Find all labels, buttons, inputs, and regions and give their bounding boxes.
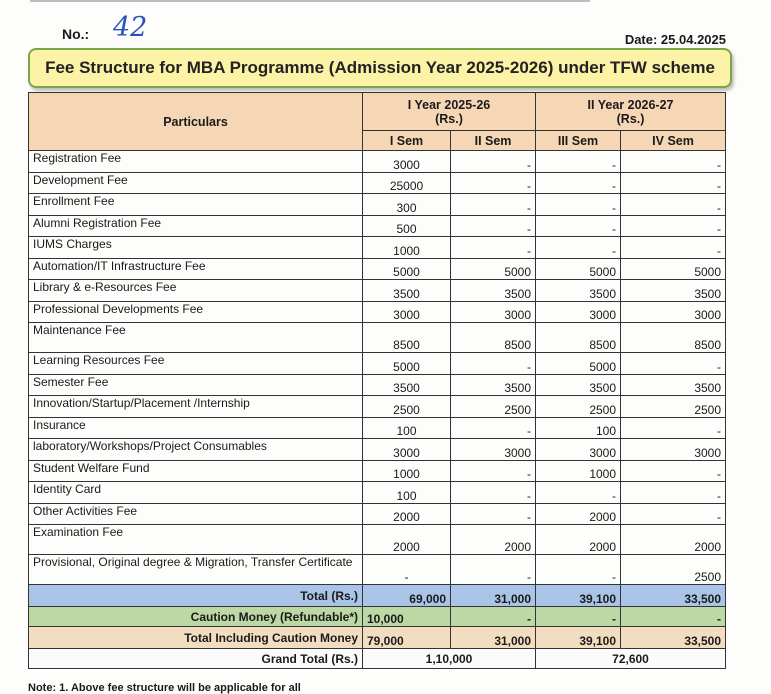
total-value: 31,000 — [451, 585, 536, 607]
fee-value: 3000 — [536, 439, 621, 461]
document-title: Fee Structure for MBA Programme (Admission Year 2025-2026) under TFW scheme — [28, 48, 732, 88]
fee-row — [29, 151, 726, 173]
fee-value: 2000 — [363, 503, 451, 525]
fee-row — [29, 460, 726, 482]
fee-row — [29, 374, 726, 396]
sem-header: II Sem — [451, 131, 536, 151]
fee-value: 3500 — [536, 374, 621, 396]
year2-header: II Year 2026-27 (Rs.) — [536, 93, 726, 131]
top-rule — [30, 0, 590, 2]
fee-value: 8500 — [451, 323, 536, 353]
fee-row — [29, 301, 726, 323]
fee-value: 2000 — [451, 525, 536, 555]
fee-value: - — [621, 503, 726, 525]
number-label: No.: — [62, 26, 90, 42]
fee-row — [29, 417, 726, 439]
caution-label: Caution Money (Refundable*) — [29, 607, 363, 627]
total-value: 69,000 — [363, 585, 451, 607]
fee-value: - — [451, 555, 536, 585]
fee-value: - — [621, 151, 726, 173]
caution-value: 10,000 — [363, 607, 451, 627]
fee-value: 300 — [363, 194, 451, 216]
fee-value: 100 — [536, 417, 621, 439]
fee-value: - — [536, 172, 621, 194]
fee-row — [29, 525, 726, 555]
fee-value: - — [621, 482, 726, 504]
handwritten-number: 42 — [113, 12, 148, 43]
fee-value: 3000 — [451, 439, 536, 461]
grand-total-label: Grand Total (Rs.) — [29, 649, 363, 669]
sem-header: IV Sem — [621, 131, 726, 151]
total-value: 39,100 — [536, 585, 621, 607]
fee-row — [29, 215, 726, 237]
fee-value: - — [536, 194, 621, 216]
fee-row — [29, 353, 726, 375]
fee-value: - — [621, 460, 726, 482]
fee-row — [29, 258, 726, 280]
caution-value: - — [536, 607, 621, 627]
grand-total-year2: 72,600 — [536, 649, 726, 669]
fee-value: 8500 — [363, 323, 451, 353]
total-value: 33,500 — [621, 585, 726, 607]
fee-value: 100 — [363, 417, 451, 439]
fee-label: Student Welfare Fund — [29, 460, 363, 482]
fee-row — [29, 172, 726, 194]
fee-value: 5000 — [621, 258, 726, 280]
fee-row — [29, 555, 726, 585]
fee-label: Insurance — [29, 417, 363, 439]
fee-label: Enrollment Fee — [29, 194, 363, 216]
fee-value: - — [621, 215, 726, 237]
footnote: Note: 1. Above fee structure will be applicable for all — [28, 682, 301, 694]
fee-value: 3500 — [621, 280, 726, 302]
fee-label: Other Activities Fee — [29, 503, 363, 525]
fee-value: 2500 — [363, 396, 451, 418]
fee-value: 3500 — [536, 280, 621, 302]
fee-value: 1000 — [536, 460, 621, 482]
fee-row — [29, 503, 726, 525]
fee-value: - — [536, 237, 621, 259]
fee-value: 2500 — [621, 555, 726, 585]
fee-value: 500 — [363, 215, 451, 237]
fee-value: 2000 — [536, 525, 621, 555]
fee-label: IUMS Charges — [29, 237, 363, 259]
incl-caution-value: 39,100 — [536, 627, 621, 649]
fee-label: Alumni Registration Fee — [29, 215, 363, 237]
fee-value: 5000 — [451, 258, 536, 280]
fee-value: 2000 — [363, 525, 451, 555]
fee-value: - — [451, 237, 536, 259]
incl-caution-label: Total Including Caution Money — [29, 627, 363, 649]
fee-value: - — [451, 503, 536, 525]
fee-label: Automation/IT Infrastructure Fee — [29, 258, 363, 280]
fee-row — [29, 323, 726, 353]
fee-label: laboratory/Workshops/Project Consumables — [29, 439, 363, 461]
fee-row — [29, 194, 726, 216]
fee-label: Semester Fee — [29, 374, 363, 396]
fee-value: - — [363, 555, 451, 585]
fee-value: - — [451, 194, 536, 216]
year1-header: I Year 2025-26 (Rs.) — [363, 93, 536, 131]
incl-caution-value: 33,500 — [621, 627, 726, 649]
fee-value: 3000 — [621, 439, 726, 461]
fee-value: - — [621, 172, 726, 194]
fee-value: - — [536, 555, 621, 585]
fee-value: 3000 — [536, 301, 621, 323]
fee-value: - — [621, 353, 726, 375]
fee-value: - — [451, 151, 536, 173]
fee-row — [29, 237, 726, 259]
fee-label: Registration Fee — [29, 151, 363, 173]
fee-value: 8500 — [536, 323, 621, 353]
fee-row — [29, 439, 726, 461]
incl-caution-value: 31,000 — [451, 627, 536, 649]
sem-header: III Sem — [536, 131, 621, 151]
caution-value: - — [451, 607, 536, 627]
fee-row — [29, 280, 726, 302]
sem-header: I Sem — [363, 131, 451, 151]
fee-value: 3500 — [363, 280, 451, 302]
fee-value: 3500 — [451, 280, 536, 302]
fee-value: - — [621, 237, 726, 259]
particulars-header: Particulars — [29, 93, 363, 151]
caution-value: - — [621, 607, 726, 627]
fee-value: 5000 — [536, 353, 621, 375]
fee-value: 2500 — [536, 396, 621, 418]
fee-label: Innovation/Startup/Placement /Internship — [29, 396, 363, 418]
fee-value: 3000 — [363, 151, 451, 173]
fee-label: Development Fee — [29, 172, 363, 194]
fee-label: Library & e-Resources Fee — [29, 280, 363, 302]
fee-row — [29, 482, 726, 504]
fee-value: 2500 — [621, 396, 726, 418]
fee-value: 2000 — [621, 525, 726, 555]
fee-value: 2500 — [451, 396, 536, 418]
fee-value: 3000 — [621, 301, 726, 323]
fee-value: - — [536, 482, 621, 504]
fee-label: Learning Resources Fee — [29, 353, 363, 375]
fee-value: - — [451, 460, 536, 482]
fee-value: - — [451, 417, 536, 439]
fee-value: 3500 — [621, 374, 726, 396]
fee-label: Provisional, Original degree & Migration, Transfer Certificate — [29, 555, 363, 585]
fee-value: 5000 — [363, 258, 451, 280]
fee-label: Professional Developments Fee — [29, 301, 363, 323]
fee-value: 100 — [363, 482, 451, 504]
fee-value: 8500 — [621, 323, 726, 353]
fee-value: 3000 — [451, 301, 536, 323]
fee-value: 2000 — [536, 503, 621, 525]
fee-value: 3500 — [363, 374, 451, 396]
total-label: Total (Rs.) — [29, 585, 363, 607]
fee-value: - — [451, 172, 536, 194]
fee-value: - — [451, 353, 536, 375]
incl-caution-value: 79,000 — [363, 627, 451, 649]
fee-value: 1000 — [363, 237, 451, 259]
fee-value: - — [621, 194, 726, 216]
fee-value: 5000 — [363, 353, 451, 375]
fee-value: 1000 — [363, 460, 451, 482]
fee-value: - — [451, 482, 536, 504]
fee-table — [28, 92, 726, 669]
fee-value: 3000 — [363, 439, 451, 461]
fee-value: 25000 — [363, 172, 451, 194]
fee-row — [29, 396, 726, 418]
grand-total-year1: 1,10,000 — [363, 649, 536, 669]
document-date: Date: 25.04.2025 — [624, 32, 726, 47]
fee-value: 3500 — [451, 374, 536, 396]
fee-value: 5000 — [536, 258, 621, 280]
fee-label: Identity Card — [29, 482, 363, 504]
fee-value: 3000 — [363, 301, 451, 323]
fee-label: Maintenance Fee — [29, 323, 363, 353]
fee-value: - — [621, 417, 726, 439]
fee-value: - — [451, 215, 536, 237]
fee-value: - — [536, 151, 621, 173]
fee-label: Examination Fee — [29, 525, 363, 555]
fee-value: - — [536, 215, 621, 237]
